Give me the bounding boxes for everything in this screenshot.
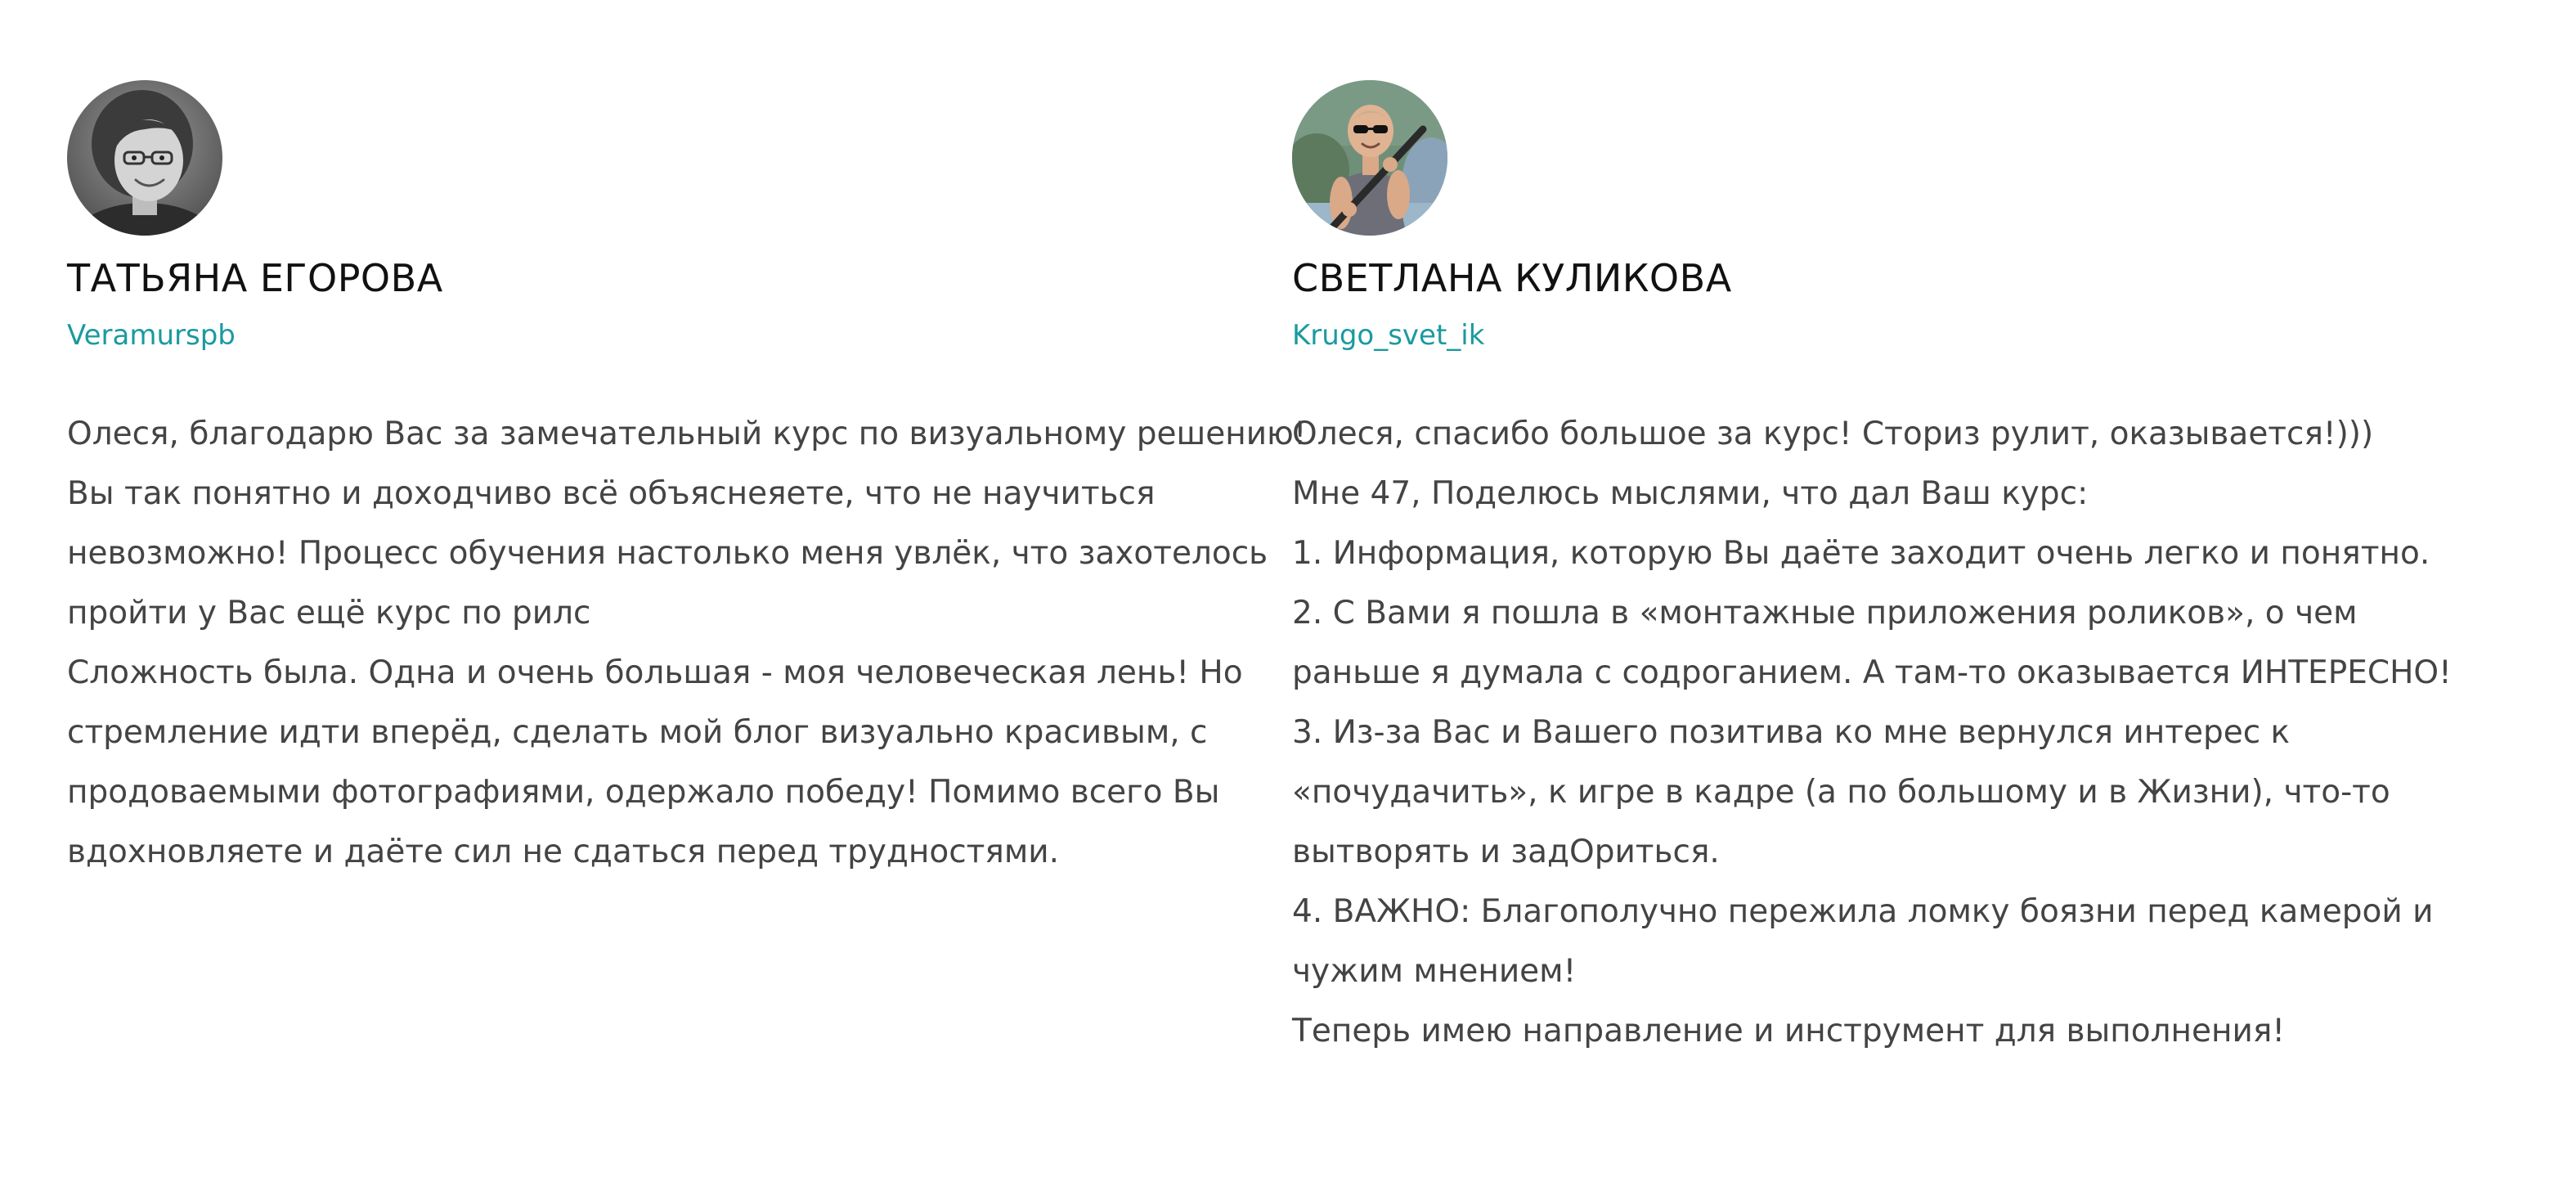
review-text: [1292, 404, 2519, 1061]
reviewer-name: СВЕТЛАНА КУЛИКОВА: [1292, 256, 1732, 300]
review-line: Олеся, благодарю Вас за замечательный курс по визуальному решению!: [67, 416, 1307, 452]
avatar: [1292, 80, 1447, 236]
review-line: Сложность была. Одна и очень большая - моя человеческая лень! Но: [67, 654, 1243, 691]
review-line: вдохновляете и даёте сил не сдаться перед трудностями.: [67, 834, 1060, 870]
woman-portrait-icon: [67, 80, 222, 236]
review-text: [67, 404, 1307, 882]
reviewer-handle-link[interactable]: Krugo_svet_ik: [1292, 319, 1485, 352]
review-line: невозможно! Процесс обучения настолько меня увлёк, что захотелось: [67, 535, 1268, 572]
review-line: «почудачить», к игре в кадре (а по большому и в Жизни), что-то: [1292, 774, 2390, 811]
reviewer-name: ТАТЬЯНА ЕГОРОВА: [67, 256, 443, 300]
review-line: Теперь имею направление и инструмент для выполнения!: [1292, 1013, 2285, 1049]
review-line: 1. Информация, которую Вы даёте заходит очень легко и понятно.: [1292, 535, 2430, 572]
review-line: стремление идти вперёд, сделать мой блог визуально красивым, с: [67, 714, 1208, 751]
testimonial-card: [67, 80, 1307, 882]
review-line: 3. Из-за Вас и Вашего позитива ко мне вернулся интерес к: [1292, 714, 2291, 751]
review-line: 2. С Вами я пошла в «монтажные приложения роликов», о чем: [1292, 595, 2358, 631]
review-line: пройти у Вас ещё курс по рилс: [67, 595, 591, 631]
avatar: [67, 80, 222, 236]
review-line: 4. ВАЖНО: Благополучно пережила ломку боязни перед камерой и: [1292, 893, 2434, 930]
reviewer-handle-link[interactable]: Veramurspb: [67, 319, 236, 352]
review-line: раньше я думала с содроганием. А там-то оказывается ИНТЕРЕСНО!: [1292, 654, 2452, 691]
review-line: Олеся, спасибо большое за курс! Сториз рулит, оказывается!))): [1292, 416, 2374, 452]
review-line: продоваемыми фотографиями, одержало победу! Помимо всего Вы: [67, 774, 1220, 811]
review-line: Мне 47, Поделюсь мыслями, что дал Ваш курс:: [1292, 475, 2089, 512]
woman-kayaking-icon: [1292, 80, 1447, 236]
review-line: вытворять и задОриться.: [1292, 834, 1720, 870]
review-line: Вы так понятно и доходчиво всё объяснеяете, что не научиться: [67, 475, 1156, 512]
testimonial-card: [1292, 80, 2519, 1061]
review-line: чужим мнением!: [1292, 953, 1577, 990]
